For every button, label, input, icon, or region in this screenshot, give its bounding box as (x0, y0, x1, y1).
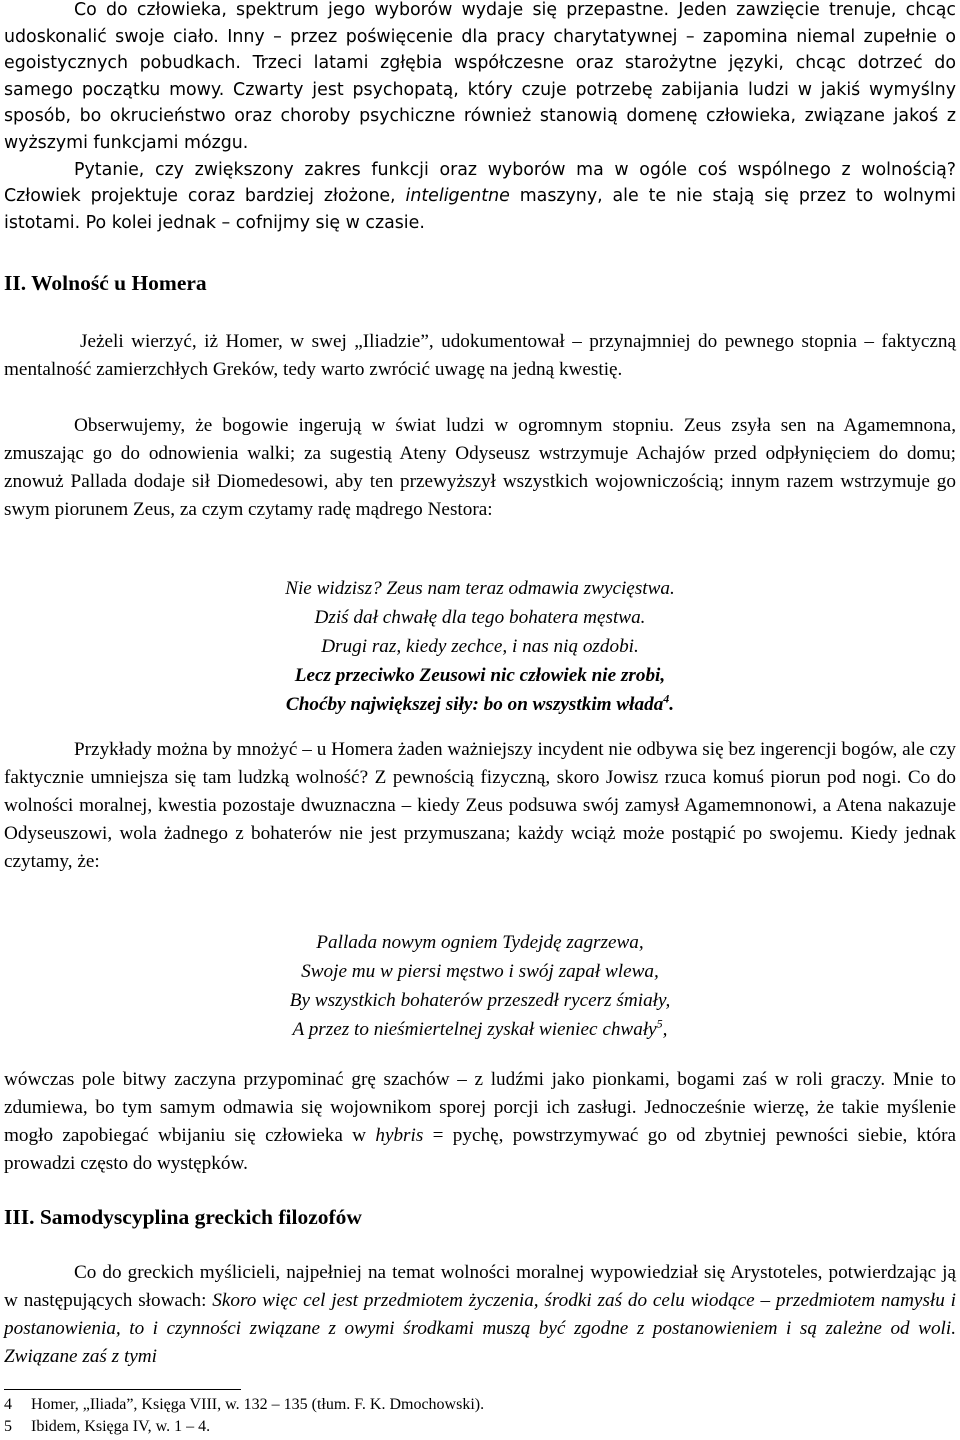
footnote-divider (4, 1389, 241, 1390)
footnote-ref-4: 4 (663, 691, 670, 706)
homer-paragraph-2-text: Obserwujemy, że bogowie ingerują w świat ludzi w ogromnym stopniu. Zeus zsyła sen na Agamemnona, zmuszając go do odnowienia walki; za sugestią Ateny Odyseusz wstrzymuje Achajów przed odpłynięciem do domu; znowuż Pallada dodaje sił Diomedesowi, aby ten przewyższył wszystkich wojowniczością; innym razem wstrzymuje go swym piorunem Zeus, za czym czytamy radę mądrego Nestora: (4, 415, 956, 520)
intro-text-end: maszyny, ale te nie stają się przez to wolnymi istotami. Po kolei jednak – cofnijmy się w czasie. (4, 186, 956, 233)
footnote-number: 4 (4, 1396, 12, 1413)
footnote-5 (4, 1416, 210, 1438)
poem-line: Dziś dał chwałę dla tego bohatera męstwa. (314, 607, 646, 628)
poem-line: By wszystkich bohaterów przeszedł rycerz śmiały, (289, 990, 671, 1011)
homer-paragraph-4-a: wówczas pole bitwy zaczyna przypominać grę szachów – z ludźmi jako pionkami, bogami zaś w roli graczy. Mnie to zdumiewa, bo tym samym odmawia się wojownikom sporej porcji ich zasługi. Jednocześnie wierzę, że takie myślenie mogło zapobiegać wbijaniu się człowieka w (4, 1069, 956, 1146)
poem-line-bold (0, 690, 960, 719)
homer-paragraph-3 (4, 736, 956, 876)
homer-paragraph-3-text: Przykłady można by mnożyć – u Homera żaden ważniejszy incydent nie odbywa się bez ingerencji bogów, ale czy faktycznie umniejsza się tam ludzką wolność? Z pewnością fizyczną, skoro Jowisz rzuca komuś piorun pod nogi. Co do wolności moralnej, kwestia pozostaje dwuznaczna – kiedy Zeus podsuwa swój zamysł Agamemnonowi, a Atena nakazuje Odyseuszowi, wola żadnego z bohaterów nie jest przymuszana; każdy wciąż może postąpić po swojemu. Kiedy jednak czytamy, że: (4, 739, 956, 872)
footnote-number: 5 (4, 1418, 12, 1435)
intro-paragraph-1: Co do człowieka, spektrum jego wyborów wydaje się przepastne. Jeden zawzięcie trenuje, chcąc udoskonalić swoje ciało. Inny – przez poświęcenie dla pracy charytatywnej – zapomina niemal zupełnie o egoistycznych pobudkach. Trzeci latami zgłębia współczesne oraz starożytne języki, chcąc dotrzeć do samego początku mowy. Czwarty jest psychopatą, który czuje potrzebę zabijania ludzi w jakiś wymyślny sposób, bo okrucieństwo oraz choroby psychiczne również stanowią domenę człowieka, związane jakoś z wyższymi funkcjami mózgu. (4, 0, 956, 153)
footnote-text: Ibidem, Księga IV, w. 1 – 4. (31, 1418, 211, 1435)
homer-paragraph-1-text: Jeżeli wierzyć, iż Homer, w swej „Iliadzie”, udokumentował – przynajmniej do pewnego stopnia – faktyczną mentalność zamierzchłych Greków, tedy warto zwrócić uwagę na jedną kwestię. (4, 331, 956, 380)
poem-line-bold: Lecz przeciwko Zeusowi nic człowiek nie zrobi, (294, 665, 666, 686)
hybris-term: hybris (375, 1125, 424, 1146)
poem-line-text: A przez to nieśmiertelnej zyskał wieniec chwały (292, 1019, 657, 1040)
intro-paragraph (4, 0, 956, 236)
homer-paragraph-4-c: = pychę, powstrzymywać go od zbytniej pewności siebie, która prowadzi często do występków. (4, 1125, 956, 1174)
footnote-4 (4, 1394, 484, 1416)
poem-line-bold-text: Choćby największej siły: bo on wszystkim włada (285, 694, 664, 715)
philosophers-intro: Co do greckich myślicieli, najpełniej na temat wolności moralnej wypowiedział się Arystoteles, potwierdzając ją w następujących słowach: (4, 1262, 956, 1311)
intro-question: Pytanie, czy zwiększony zakres funkcji oraz wyborów ma w ogóle coś wspólnego z wolnością? (74, 159, 956, 180)
footnote-ref-5: 5 (656, 1016, 663, 1031)
poem-line (0, 1015, 960, 1044)
intro-italic-term: inteligentne (405, 186, 510, 207)
poem-line-end: , (662, 1019, 668, 1040)
section-heading-homer: II. Wolność u Homera (4, 271, 207, 295)
poem-quote-pallada (0, 928, 960, 1044)
philosophers-paragraph-1 (4, 1259, 956, 1371)
section-heading-philosophers: III. Samodyscyplina greckich filozofów (4, 1205, 362, 1229)
homer-paragraph-1 (4, 328, 956, 384)
footnote-text: Homer, „Iliada”, Księga VIII, w. 132 – 135 (tłum. F. K. Dmochowski). (31, 1396, 485, 1413)
intro-text: Człowiek projektuje coraz bardziej złożone, (4, 186, 406, 207)
homer-paragraph-4-text (4, 1066, 956, 1178)
philosophers-paragraph-1-text (4, 1259, 956, 1371)
homer-paragraph-2 (4, 412, 956, 524)
intro-paragraph-2 (4, 157, 956, 237)
homer-paragraph-4 (4, 1066, 956, 1178)
poem-line: Pallada nowym ogniem Tydejdę zagrzewa, (316, 932, 644, 953)
poem-line: Nie widzisz? Zeus nam teraz odmawia zwycięstwa. (285, 578, 675, 599)
aristotle-quote: Skoro więc cel jest przedmiotem życzenia, środki zaś do celu wiodące – przedmiotem namysłu i postanowienia, to i czynności związane z owymi środkami muszą być zgodne z postanowieniem i są zależne od woli. Związane zaś z tymi (4, 1290, 957, 1367)
poem-line: Drugi raz, kiedy zechce, i nas nią ozdobi. (321, 636, 639, 657)
poem-quote-nestor (0, 574, 960, 719)
poem-line: Swoje mu w piersi męstwo i swój zapał wlewa, (301, 961, 659, 982)
poem-line-end: . (669, 694, 675, 715)
